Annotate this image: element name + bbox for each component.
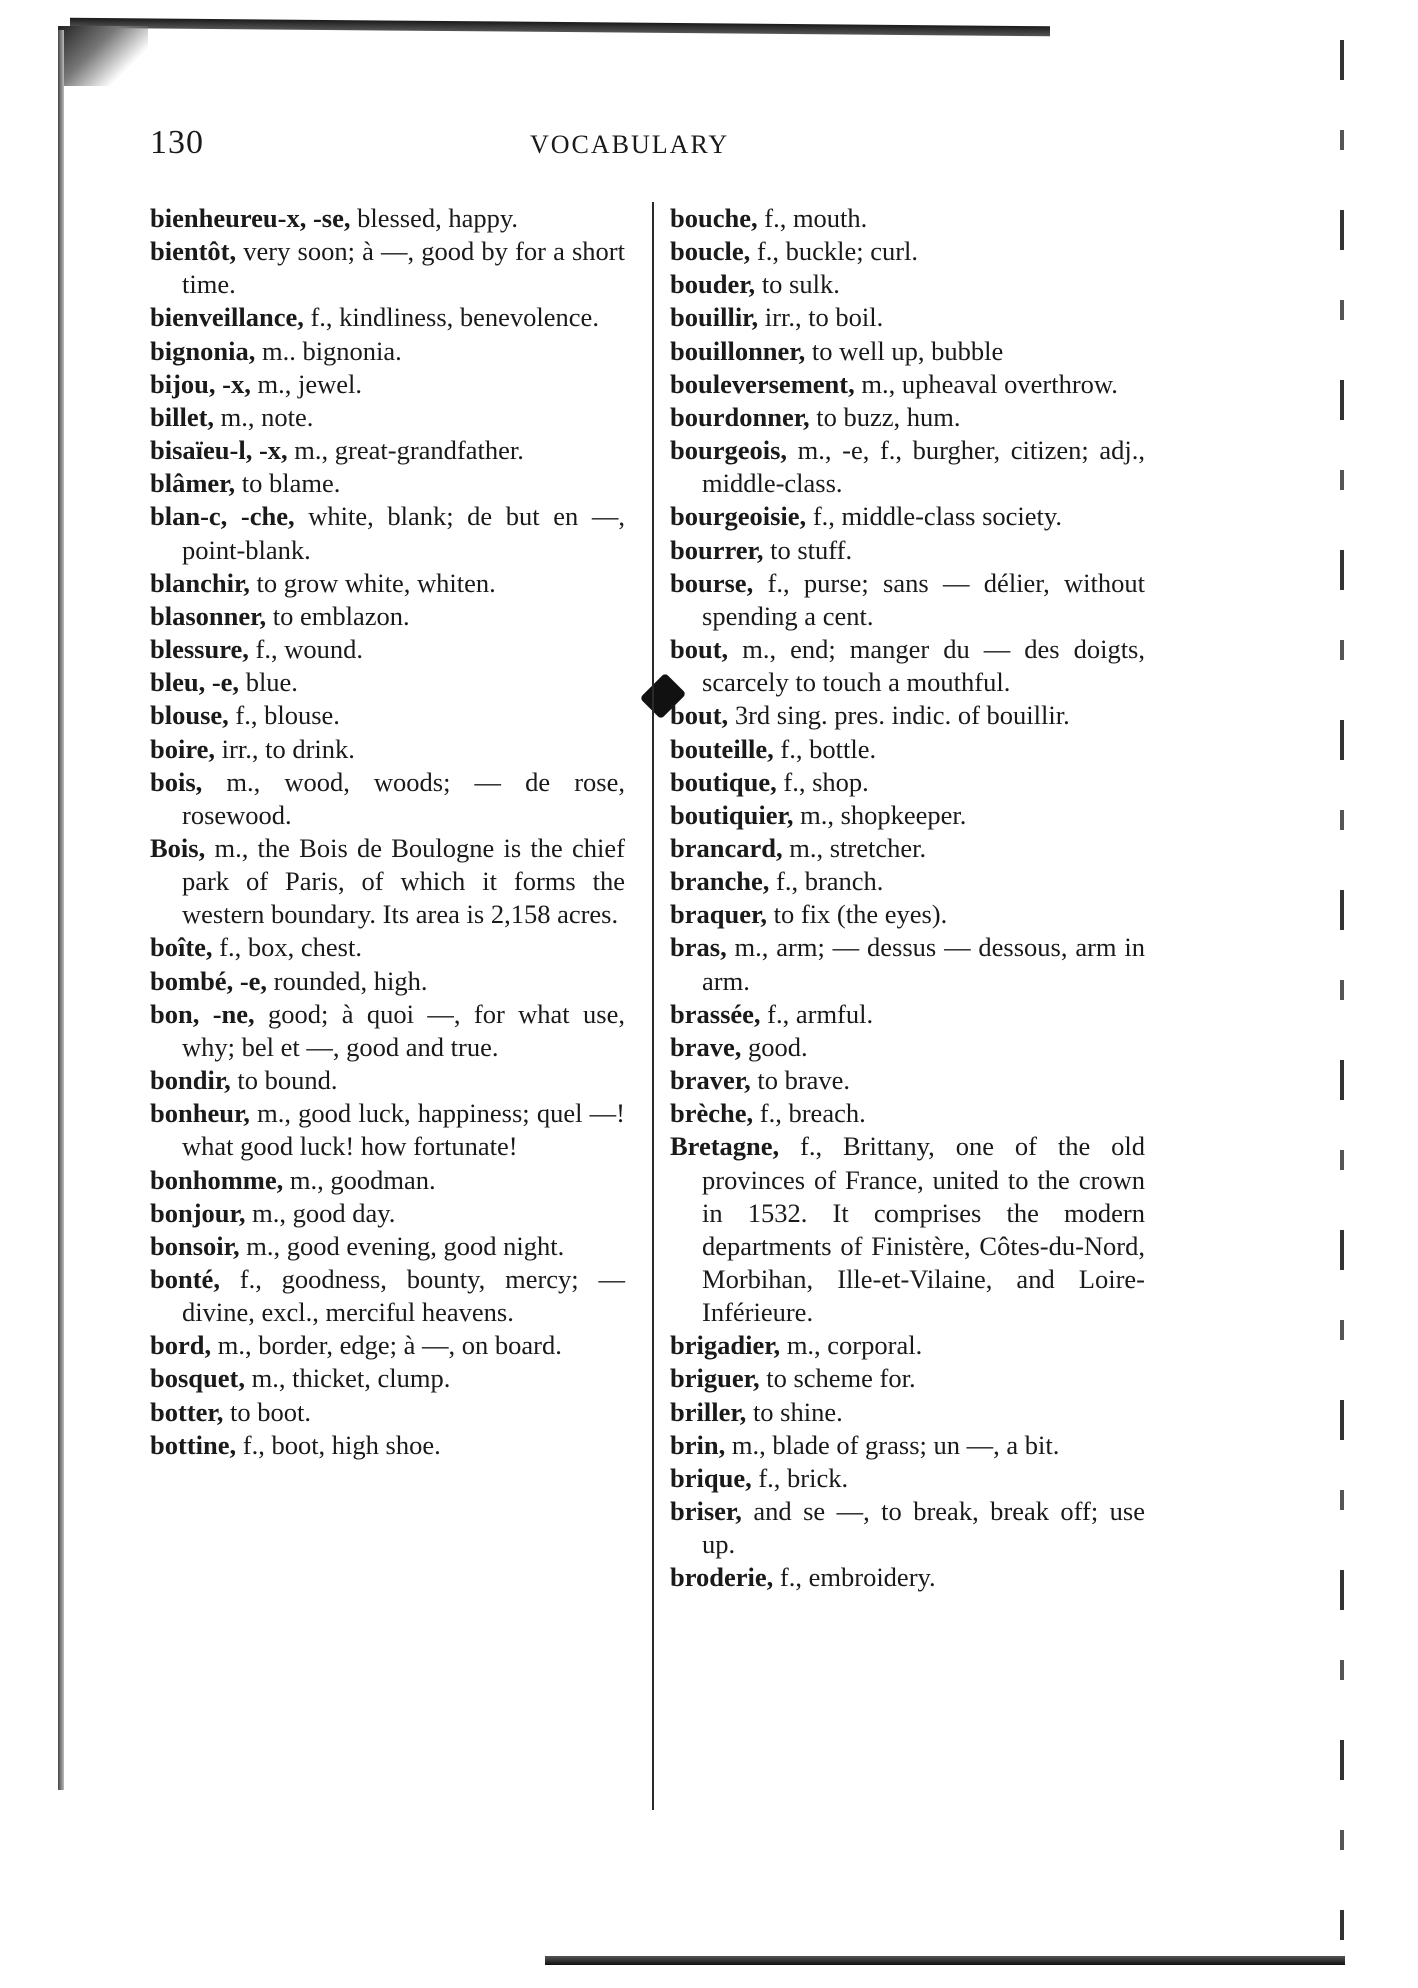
dictionary-entry — [670, 1462, 1145, 1495]
scan-edge-left — [58, 30, 64, 1790]
entry-headword: broderie, — [670, 1562, 774, 1593]
dictionary-entry — [670, 766, 1145, 799]
dictionary-entry — [150, 1362, 625, 1395]
dictionary-entry — [670, 1130, 1145, 1329]
dictionary-entry — [150, 567, 625, 600]
dictionary-entry — [150, 1329, 625, 1362]
dictionary-entry — [670, 733, 1145, 766]
entry-definition: to buzz, hum. — [809, 401, 961, 432]
dictionary-entry — [670, 301, 1145, 334]
dictionary-entry — [150, 1064, 625, 1097]
entry-definition: f., embroidery. — [773, 1562, 936, 1593]
entry-definition: to fix (the eyes). — [766, 899, 948, 930]
entry-definition: f., box, chest. — [212, 932, 362, 963]
entry-headword: bondir, — [150, 1065, 231, 1096]
dictionary-entry — [150, 434, 625, 467]
entry-definition: white, blank; de but en —, point-blank. — [182, 501, 626, 565]
entry-headword: brancard, — [670, 832, 783, 863]
entry-headword: boîte, — [150, 932, 213, 963]
entry-headword: bouleversement, — [670, 368, 855, 399]
entry-headword: bienveillance, — [150, 302, 304, 333]
entry-definition: blessed, happy. — [350, 203, 519, 233]
entry-definition: m., border, edge; à —, on board. — [211, 1330, 562, 1361]
entry-definition: f., kindliness, benevolence. — [303, 302, 599, 333]
entry-headword: brave, — [670, 1031, 742, 1062]
dictionary-entry — [670, 1561, 1145, 1594]
entry-headword: bois, — [150, 766, 203, 797]
entry-headword: bosquet, — [150, 1363, 245, 1394]
entry-definition: good. — [741, 1031, 808, 1062]
dictionary-entry — [150, 1097, 625, 1163]
entry-definition: m., good luck, happiness; quel —! what good luck! how fortunate! — [182, 1098, 625, 1162]
entry-definition: to blame. — [235, 468, 341, 499]
entry-headword: blasonner, — [150, 600, 267, 631]
dictionary-entry — [150, 235, 625, 301]
entry-headword: bottine, — [150, 1429, 237, 1460]
dictionary-entry — [670, 268, 1145, 301]
entry-definition: to stuff. — [763, 534, 853, 565]
entry-headword: bouillonner, — [670, 335, 806, 366]
entry-headword: brèche, — [670, 1098, 754, 1129]
entry-headword: brique, — [670, 1462, 752, 1493]
dictionary-entry — [150, 1164, 625, 1197]
dictionary-entry — [670, 799, 1145, 832]
entry-definition: m., goodman. — [283, 1164, 436, 1195]
column-divider — [652, 202, 654, 1810]
dictionary-entry — [670, 1097, 1145, 1130]
entry-definition: f., Brittany, one of the old provinces of France, united to the crown in 1532. It comprises the modern departments of Finistère, Côtes-du-Nord, Morbihan, Ille-et-Vilaine, and Loire-Inférieure. — [702, 1131, 1145, 1328]
entry-definition: f., purse; sans — délier, without spending a cent. — [702, 567, 1145, 631]
entry-headword: bouder, — [670, 269, 756, 300]
entry-definition: irr., to boil. — [758, 302, 884, 333]
entry-definition: m., great-grandfather. — [287, 435, 524, 466]
dictionary-entry — [150, 368, 625, 401]
entry-headword: briguer, — [670, 1363, 760, 1394]
entry-headword: bonjour, — [150, 1197, 246, 1228]
dictionary-entry — [150, 1263, 625, 1329]
dictionary-entry — [670, 832, 1145, 865]
dictionary-entry — [150, 832, 625, 931]
entry-definition: irr., to drink. — [215, 733, 355, 764]
dictionary-entry — [670, 1329, 1145, 1362]
dictionary-entry — [150, 467, 625, 500]
dictionary-entry — [670, 434, 1145, 500]
entry-definition: m., wood, woods; — de rose, rosewood. — [182, 766, 625, 830]
dictionary-entry — [670, 368, 1145, 401]
entry-definition: f., brick. — [751, 1462, 849, 1493]
entry-definition: to bound. — [230, 1065, 338, 1096]
entry-headword: boutiquier, — [670, 799, 794, 830]
entry-headword: Bois, — [150, 832, 206, 863]
dictionary-entry — [150, 666, 625, 699]
entry-definition: f., goodness, bounty, mercy; — divine, excl., merciful heavens. — [182, 1264, 625, 1328]
scan-shadow-corner — [58, 26, 148, 86]
entry-definition: very soon; à —, good by for a short time. — [182, 236, 625, 300]
entry-headword: bouche, — [670, 203, 758, 233]
entry-headword: bouteille, — [670, 733, 774, 764]
dictionary-entry — [670, 567, 1145, 633]
entry-headword: Bretagne, — [670, 1131, 780, 1162]
entry-headword: bonheur, — [150, 1098, 250, 1129]
dictionary-entry — [670, 633, 1145, 699]
entry-headword: boucle, — [670, 236, 751, 267]
scan-edge-top — [70, 18, 1050, 37]
entry-definition: m., blade of grass; un —, a bit. — [725, 1429, 1060, 1460]
entry-headword: blouse, — [150, 700, 229, 731]
entry-definition: m., end; manger du — des doigts, scarcely to touch a mouthful. — [702, 634, 1145, 698]
dictionary-entry — [670, 1396, 1145, 1429]
right-column — [670, 202, 1145, 1595]
entry-definition: and se —, to break, break off; use up. — [702, 1496, 1145, 1560]
entry-headword: braver, — [670, 1065, 751, 1096]
dictionary-entry — [150, 733, 625, 766]
entry-definition: f., branch. — [769, 866, 884, 897]
entry-headword: blâmer, — [150, 468, 236, 499]
entry-headword: bras, — [670, 932, 727, 963]
entry-headword: bonté, — [150, 1264, 220, 1294]
entry-headword: bienheureu-x, -se, — [150, 203, 351, 233]
entry-definition: to grow white, whiten. — [249, 567, 496, 598]
entry-definition: m., shopkeeper. — [793, 799, 967, 830]
entry-definition: f., bottle. — [773, 733, 877, 764]
entry-headword: bon, -ne, — [150, 998, 255, 1029]
entry-definition: m., the Bois de Boulogne is the chief park of Paris, of which it forms the western boundary. Its area is 2,158 acres. — [182, 832, 625, 930]
entry-definition: f., wound. — [248, 634, 363, 665]
page-number: 130 — [150, 124, 204, 161]
entry-headword: brin, — [670, 1429, 726, 1460]
entry-definition: f., armful. — [760, 998, 874, 1029]
entry-definition: m., good day. — [245, 1197, 396, 1228]
entry-definition: m., note. — [214, 401, 314, 432]
dictionary-entry — [670, 1064, 1145, 1097]
entry-headword: braquer, — [670, 899, 767, 930]
entry-headword: bourgeois, — [670, 435, 788, 466]
entry-headword: blan-c, -che, — [150, 501, 295, 532]
dictionary-entry — [670, 235, 1145, 268]
entry-definition: m., upheaval overthrow. — [854, 368, 1118, 399]
entry-headword: bord, — [150, 1330, 212, 1361]
entry-definition: 3rd sing. pres. indic. of bouillir. — [728, 700, 1070, 731]
entry-definition: f., blouse. — [228, 700, 340, 731]
dictionary-entry — [670, 335, 1145, 368]
dictionary-entry — [670, 1429, 1145, 1462]
dictionary-entry — [150, 1396, 625, 1429]
dictionary-entry — [670, 998, 1145, 1031]
dictionary-entry — [670, 401, 1145, 434]
entry-definition: good; à quoi —, for what use, why; bel et —, good and true. — [182, 998, 625, 1062]
entry-definition: m., corporal. — [780, 1330, 923, 1361]
dictionary-entry — [670, 931, 1145, 997]
entry-headword: bourse, — [670, 567, 754, 598]
entry-headword: blessure, — [150, 634, 249, 665]
entry-definition: m., jewel. — [250, 368, 362, 399]
dictionary-entry — [670, 1362, 1145, 1395]
entry-headword: boutique, — [670, 766, 777, 797]
dictionary-entry — [670, 865, 1145, 898]
entry-headword: boire, — [150, 733, 216, 764]
entry-headword: bourdonner, — [670, 401, 810, 432]
entry-headword: brassée, — [670, 998, 761, 1029]
dictionary-entry — [670, 500, 1145, 533]
entry-headword: bombé, -e, — [150, 965, 268, 996]
entry-definition: m., -e, f., burgher, citizen; adj., middle-class. — [702, 435, 1145, 499]
entry-definition: f., shop. — [776, 766, 869, 797]
dictionary-entry — [150, 500, 625, 566]
entry-definition: f., boot, high shoe. — [236, 1429, 441, 1460]
scan-edge-right — [1340, 40, 1344, 1940]
running-head: VOCABULARY — [530, 130, 730, 159]
entry-definition: f., middle-class society. — [806, 501, 1063, 532]
entry-definition: rounded, high. — [267, 965, 428, 996]
entry-headword: branche, — [670, 866, 770, 897]
entry-headword: briser, — [670, 1496, 742, 1527]
dictionary-entry — [150, 1429, 625, 1462]
entry-definition: to emblazon. — [266, 600, 410, 631]
entry-definition: blue. — [239, 667, 298, 698]
dictionary-entry — [670, 1495, 1145, 1561]
entry-headword: blanchir, — [150, 567, 250, 598]
entry-headword: bijou, -x, — [150, 368, 251, 399]
dictionary-entry — [150, 766, 625, 832]
entry-headword: bientôt, — [150, 236, 237, 267]
entry-headword: bonhomme, — [150, 1164, 284, 1195]
dictionary-entry — [670, 1031, 1145, 1064]
entry-headword: billet, — [150, 401, 215, 432]
entry-definition: f., buckle; curl. — [750, 236, 919, 267]
entry-headword: bourrer, — [670, 534, 764, 565]
entry-definition: m., thicket, clump. — [245, 1363, 451, 1394]
entry-definition: m.. bignonia. — [255, 335, 402, 366]
dictionary-entry — [150, 965, 625, 998]
left-column — [150, 202, 625, 1462]
entry-definition: to sulk. — [755, 269, 840, 300]
dictionary-entry — [150, 202, 625, 235]
entry-definition: m., stretcher. — [782, 832, 927, 863]
entry-definition: to boot. — [223, 1396, 311, 1427]
entry-headword: bout, — [670, 634, 729, 665]
entry-headword: briller, — [670, 1396, 747, 1427]
dictionary-entry — [670, 534, 1145, 567]
scan-edge-bottom — [545, 1956, 1345, 1965]
dictionary-entry — [150, 633, 625, 666]
dictionary-entry — [670, 202, 1145, 235]
entry-definition: to brave. — [750, 1065, 851, 1096]
entry-headword: bleu, -e, — [150, 667, 240, 698]
dictionary-entry — [150, 335, 625, 368]
dictionary-entry — [670, 898, 1145, 931]
entry-headword: botter, — [150, 1396, 224, 1427]
entry-definition: m., good evening, good night. — [239, 1230, 565, 1261]
dictionary-entry — [150, 1197, 625, 1230]
dictionary-entry — [150, 401, 625, 434]
entry-headword: bisaïeu-l, -x, — [150, 435, 288, 466]
entry-headword: bout, — [670, 700, 729, 731]
entry-definition: to shine. — [746, 1396, 843, 1427]
entry-headword: bouillir, — [670, 302, 759, 333]
entry-definition: f., breach. — [753, 1098, 866, 1129]
entry-headword: bignonia, — [150, 335, 256, 366]
dictionary-entry — [150, 1230, 625, 1263]
dictionary-entry — [670, 699, 1145, 732]
entry-headword: bonsoir, — [150, 1230, 240, 1261]
entry-headword: bourgeoisie, — [670, 501, 807, 532]
entry-headword: brigadier, — [670, 1330, 781, 1361]
entry-definition: to well up, bubble — [805, 335, 1004, 366]
entry-definition: to scheme for. — [759, 1363, 916, 1394]
dictionary-entry — [150, 301, 625, 334]
dictionary-entry — [150, 600, 625, 633]
dictionary-entry — [150, 931, 625, 964]
dictionary-entry — [150, 699, 625, 732]
entry-definition: f., mouth. — [757, 203, 868, 233]
entry-definition: m., arm; — dessus — dessous, arm in arm. — [702, 932, 1145, 996]
dictionary-entry — [150, 998, 625, 1064]
